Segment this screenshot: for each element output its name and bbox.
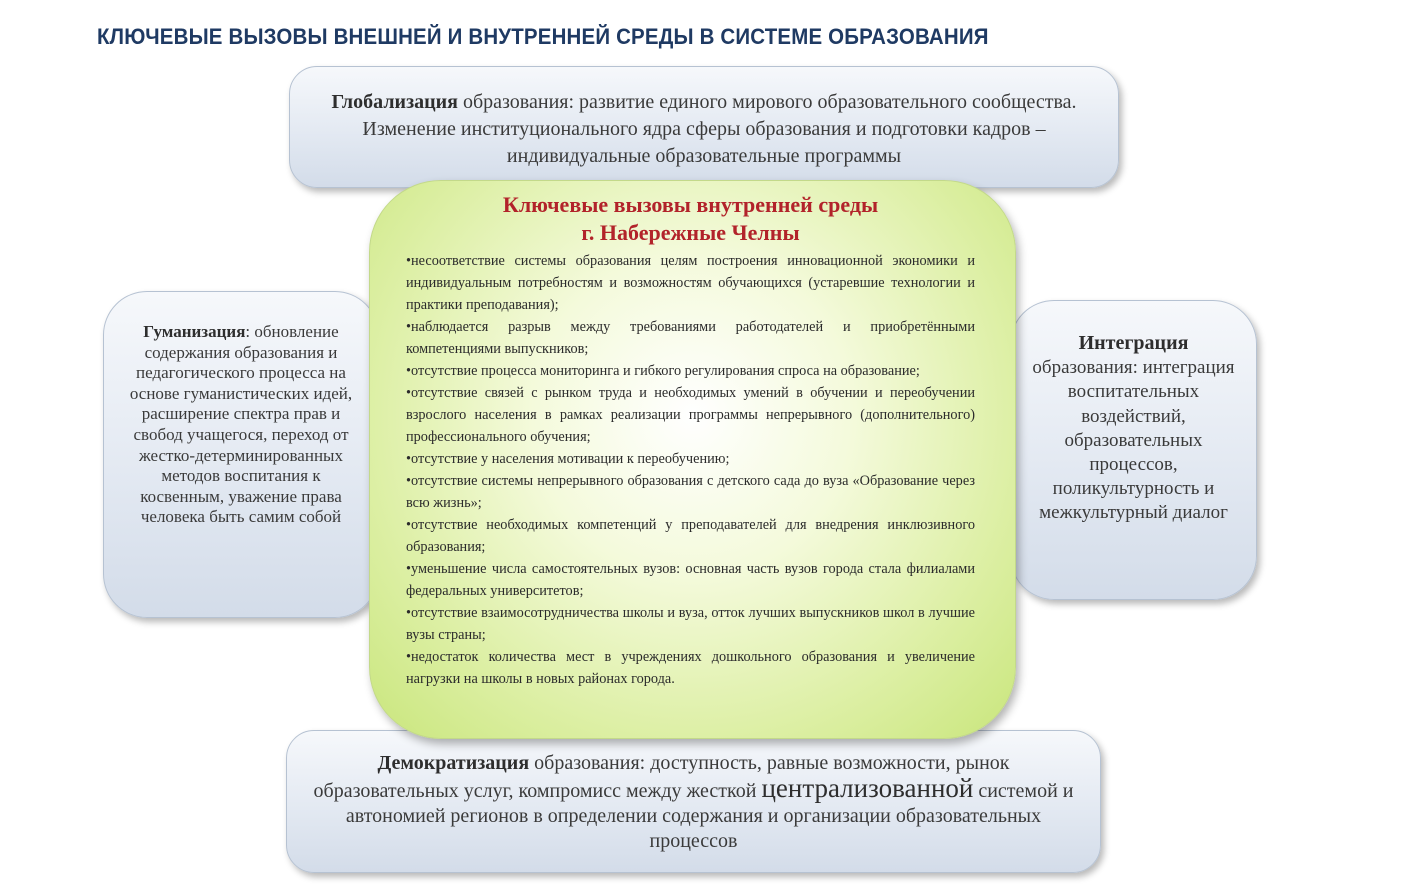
page-title: КЛЮЧЕВЫЕ ВЫЗОВЫ ВНЕШНЕЙ И ВНУТРЕННЕЙ СРЕДЫ В СИСТЕМЕ ОБРАЗОВАНИЯ [97, 24, 989, 49]
humanization-text: : обновление содержания образования и педагогического процесса на основе гуманистических идей, расширение спектра прав и свобод учащегося, переход от жестко-детерминированных методов воспитания к косвенным, уважение права человека быть самим собой [129, 322, 353, 527]
globalization-text: образования: развитие единого мирового образовательного сообщества. Изменение институционального ядра сферы образования и подготовки кадров – индивидуальные образовательные программы [362, 91, 1077, 167]
list-item: •отсутствие связей с рынком труда и необходимых умений в обучении и переобучении взрослого населения в рамках реализации программы непрерывного (дополнительного) профессионального обучения; [406, 385, 975, 445]
integration-heading: Интеграция [1078, 332, 1189, 354]
democratization-text-after: системой и автономией регионов в определении содержания и организации образовательных процессов [345, 780, 1074, 852]
list-item: •уменьшение числа самостоятельных вузов: основная часть вузов города стала филиалами федеральных университетов; [406, 561, 975, 599]
list-item: •отсутствие взаимосотрудничества школы и вуза, отток лучших выпускников школ в лучшие вузы страны; [406, 605, 975, 643]
integration-box [1010, 300, 1257, 600]
internal-challenges-title [406, 191, 975, 247]
list-item: •недостаток количества мест в учреждениях дошкольного образования и увеличение нагрузки на школы в новых районах города. [406, 649, 975, 687]
list-item: •отсутствие системы непрерывного образования с детского сада до вуза «Образование через всю жизнь»; [406, 473, 975, 511]
center-title-line2: г. Набережные Челны [581, 220, 800, 245]
globalization-box [289, 66, 1119, 188]
humanization-box [103, 291, 379, 618]
list-item: •наблюдается разрыв между требованиями работодателей и приобретёнными компетенциями выпускников; [406, 319, 975, 357]
democratization-text-before: образования: доступность, равные возможности, рынок образовательных услуг, компромисс между жесткой [313, 752, 1010, 802]
democratization-heading: Демократизация [377, 752, 530, 774]
list-item: •отсутствие у населения мотивации к переобучению; [406, 451, 730, 467]
globalization-heading: Глобализация [331, 91, 458, 113]
democratization-emphasis: централизованной [761, 773, 974, 803]
list-item: •отсутствие необходимых компетенций у преподавателей для внедрения инклюзивного образования; [406, 517, 975, 555]
humanization-heading: Гуманизация [143, 322, 246, 341]
list-item: •несоответствие системы образования целям построения инновационной экономики и индивидуальным потребностям и возможностям обучающихся (устаревшие технологии и практики преподавания); [406, 253, 975, 313]
integration-text: образования: интеграция воспитательных воздействий, образовательных процессов, поликультурность и межкультурный диалог [1032, 357, 1235, 524]
list-item: •отсутствие процесса мониторинга и гибкого регулирования спроса на образование; [406, 363, 920, 379]
challenges-list [406, 250, 975, 690]
center-title-line1: Ключевые вызовы внутренней среды [502, 192, 879, 217]
democratization-box [286, 730, 1101, 873]
internal-challenges-panel [369, 180, 1016, 739]
